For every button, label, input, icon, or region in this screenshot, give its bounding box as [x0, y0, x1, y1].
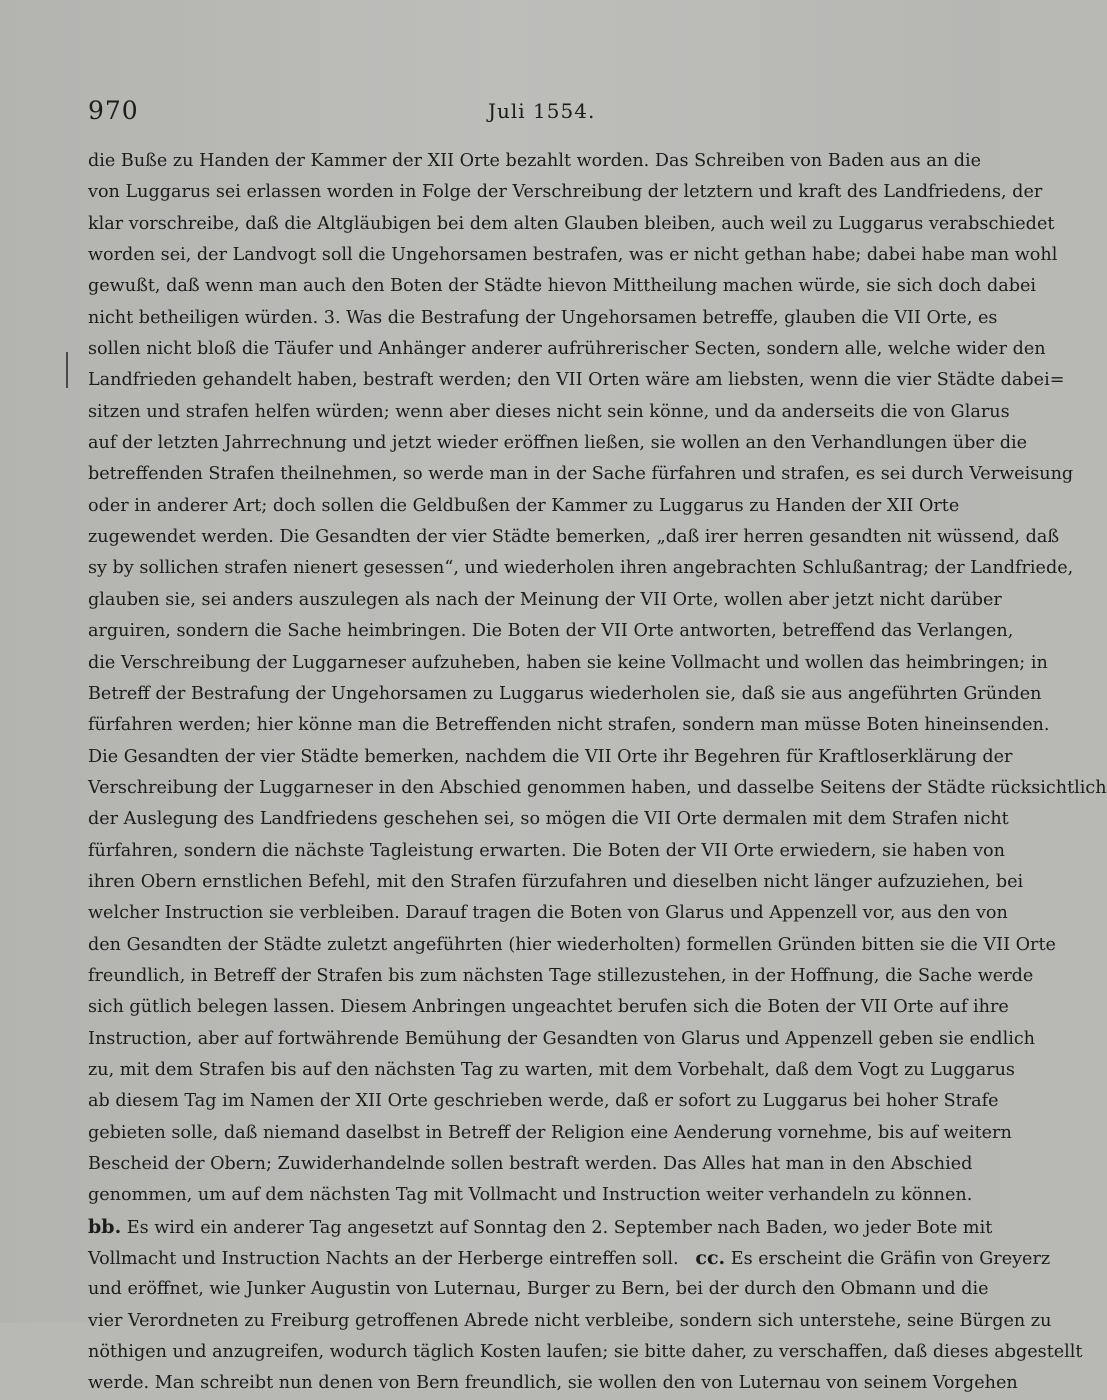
- text-line: klar vorschreibe, daß die Altgläubigen bei dem alten Glauben bleiben, auch weil zu Luggarus verabschiedet: [88, 213, 1055, 234]
- text-line: fürfahren, sondern die nächste Tagleistung erwarten. Die Boten der VII Orte erwiedern, sie haben von: [88, 840, 1005, 861]
- text-line: freundlich, in Betreff der Strafen bis zum nächsten Tage stillezustehen, in der Hoffnung, die Sache werde: [88, 965, 1034, 986]
- page-number: 970: [88, 96, 139, 125]
- text-line: Die Gesandten der vier Städte bemerken, nachdem die VII Orte ihr Begehren für Kraftloserklärung der: [88, 746, 1013, 767]
- text-span: Es wird ein anderer Tag angesetzt auf Sonntag den 2. September nach Baden, wo jeder Bote mit: [121, 1217, 993, 1238]
- text-line: zu, mit dem Strafen bis auf den nächsten Tag zu warten, mit dem Vorbehalt, daß dem Vogt zu Luggarus: [88, 1059, 1015, 1080]
- text-line: arguiren, sondern die Sache heimbringen. Die Boten der VII Orte antworten, betreffend das Verlangen,: [88, 621, 1014, 642]
- text-line: ab diesem Tag im Namen der XII Orte geschrieben werde, daß er sofort zu Luggarus bei hoher Strafe: [88, 1091, 999, 1112]
- body-text: [88, 146, 1107, 1400]
- text-line: die Buße zu Handen der Kammer der XII Orte bezahlt worden. Das Schreiben von Baden aus an die: [88, 151, 981, 171]
- text-span: Vollmacht und Instruction Nachts an der Herberge eintreffen soll.: [88, 1249, 679, 1270]
- text-line: sy by sollichen strafen nienert gesessen“, und wiederholen ihren angebrachten Schlußantrag; der Landfriede,: [88, 558, 1074, 579]
- text-line: oder in anderer Art; doch sollen die Geldbußen der Kammer zu Luggarus zu Handen der XII Orte: [88, 495, 960, 516]
- text-line: betreffenden Strafen theilnehmen, so werde man in der Sache fürfahren und strafen, es sei durch Verweisung: [88, 464, 1074, 485]
- text-line: gewußt, daß wenn man auch den Boten der Städte hievon Mittheilung machen würde, sie sich doch dabei: [88, 276, 1036, 297]
- text-line: auf der letzten Jahrrechnung und jetzt wieder eröffnen ließen, sie wollen an den Verhandlungen über die: [88, 433, 1028, 454]
- text-line: Landfrieden gehandelt haben, bestraft werden; den VII Orten wäre am liebsten, wenn die vier Städte dabei=: [88, 370, 1065, 391]
- text-line: Instruction, aber auf fortwährende Bemühung der Gesandten von Glarus und Appenzell geben sie endlich: [88, 1028, 1036, 1049]
- text-line: gebieten solle, daß niemand daselbst in Betreff der Religion eine Aenderung vornehme, bis auf weitern: [88, 1122, 1012, 1143]
- text-line: nicht betheiligen würden. 3. Was die Bestrafung der Ungehorsamen betreffe, glauben die VII Orte, es: [88, 307, 998, 328]
- text-line: sollen nicht bloß die Täufer und Anhänger anderer aufrührerischer Secten, sondern alle, welche wider den: [88, 339, 1046, 360]
- text-line: nöthigen und anzugreifen, wodurch täglich Kosten laufen; sie bitte daher, zu verschaffen, daß dieses abgestellt: [88, 1342, 1083, 1363]
- text-line: werde. Man schreibt nun denen von Bern freundlich, sie wollen den von Luternau von seinem Vorgehen: [88, 1373, 1018, 1394]
- text-line: der Auslegung des Landfriedens geschehen sei, so mögen die VII Orte dermalen mit dem Strafen nicht: [88, 809, 1009, 830]
- running-head: Juli 1554.: [488, 99, 596, 123]
- text-line: zugewendet werden. Die Gesandten der vier Städte bemerken, „daß irer herren gesandten nit wüssend, daß: [88, 527, 1060, 548]
- text-line: Betreff der Bestrafung der Ungehorsamen zu Luggarus wiederholen sie, daß sie aus angeführten Gründen: [88, 683, 1042, 704]
- section-mark-cc: cc.: [695, 1247, 726, 1270]
- margin-mark: [66, 352, 68, 388]
- text-line: fürfahren werden; hier könne man die Betreffenden nicht strafen, sondern man müsse Boten hineinsenden.: [88, 715, 1050, 736]
- text-line: vier Verordneten zu Freiburg getroffenen Abrede nicht verbleibe, sondern sich unterstehe, seine Bürgen zu: [88, 1310, 1052, 1331]
- text-line: den Gesandten der Städte zuletzt angeführten (hier wiederholten) formellen Gründen bitten sie die VII Orte: [88, 934, 1056, 955]
- text-line-bb: [88, 1212, 993, 1243]
- text-line: ihren Obern ernstlichen Befehl, mit den Strafen fürzufahren und dieselben nicht länger aufzuziehen, bei: [88, 871, 1024, 892]
- text-line: welcher Instruction sie verbleiben. Darauf tragen die Boten von Glarus und Appenzell vor, aus den von: [88, 903, 1008, 924]
- text-line: Bescheid der Obern; Zuwiderhandelnde sollen bestraft werden. Das Alles hat man in den Abschied: [88, 1154, 973, 1174]
- text-line-cc: [88, 1243, 1051, 1274]
- text-line: worden sei, der Landvogt soll die Ungehorsamen bestrafen, was er nicht gethan habe; dabei habe man wohl: [88, 245, 1058, 266]
- text-line: genommen, um auf dem nächsten Tag mit Vollmacht und Instruction weiter verhandeln zu können.: [88, 1185, 973, 1206]
- text-line: sitzen und strafen helfen würden; wenn aber dieses nicht sein könne, und da anderseits die von Glarus: [88, 401, 1010, 422]
- text-line: die Verschreibung der Luggarneser aufzuheben, haben sie keine Vollmacht und wollen das heimbringen; in: [88, 652, 1048, 673]
- text-line: sich gütlich belegen lassen. Diesem Anbringen ungeachtet berufen sich die Boten der VII Orte auf ihre: [88, 997, 1009, 1018]
- text-line: und eröffnet, wie Junker Augustin von Luternau, Burger zu Bern, bei der durch den Obmann und die: [88, 1279, 989, 1300]
- text-line: glauben sie, sei anders auszulegen als nach der Meinung der VII Orte, wollen aber jetzt nicht darüber: [88, 589, 1002, 610]
- text-line: von Luggarus sei erlassen worden in Folge der Verschreibung der letztern und kraft des Landfriedens, der: [88, 182, 1043, 203]
- section-mark-bb: bb.: [88, 1215, 122, 1238]
- text-span: Es erscheint die Gräfin von Greyerz: [725, 1249, 1051, 1270]
- text-line: Verschreibung der Luggarneser in den Abschied genommen haben, und dasselbe Seitens der Städte rücksichtlich: [88, 777, 1107, 798]
